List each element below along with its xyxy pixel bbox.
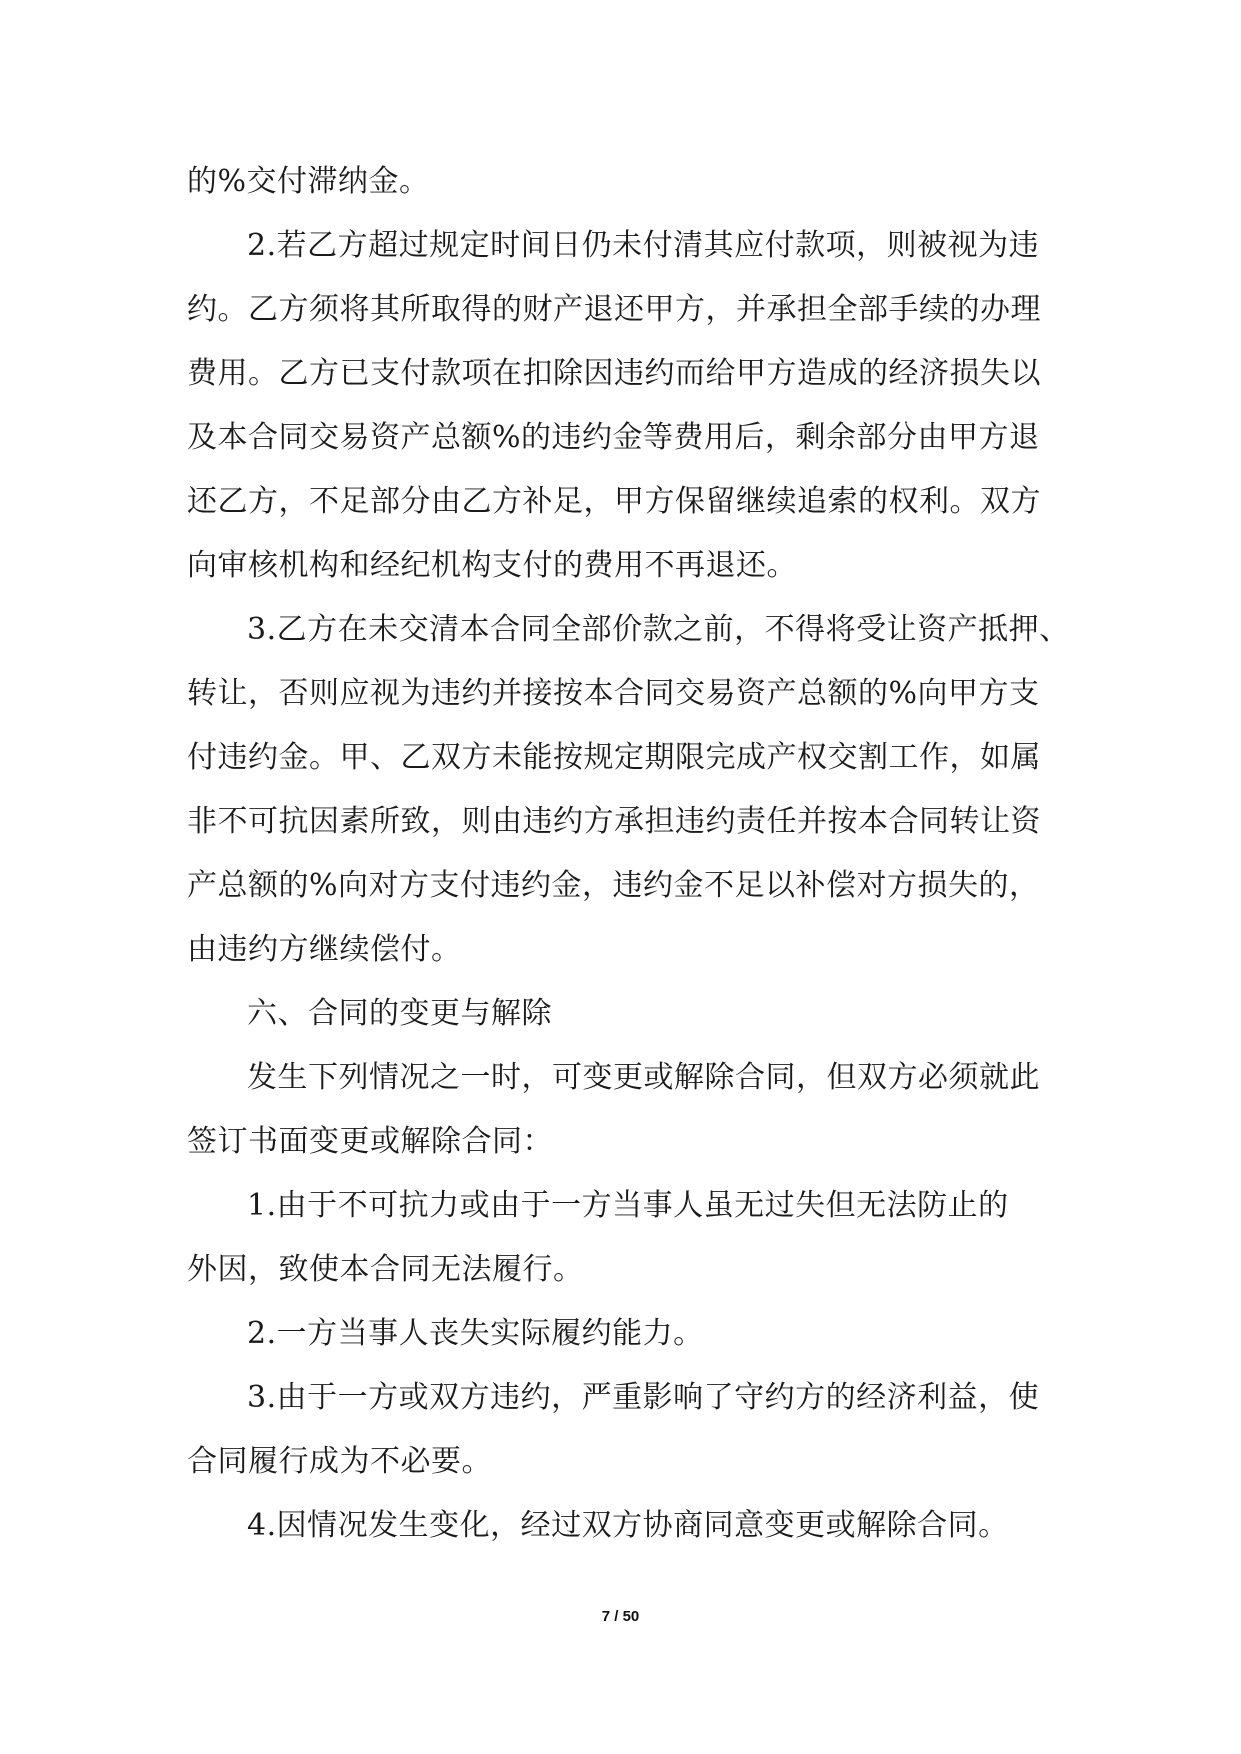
- text-line: 及本合同交易资产总额%的违约金等费用后，剩余部分由甲方退: [187, 420, 1040, 455]
- text-line: 合同履行成为不必要。: [187, 1444, 492, 1479]
- text-line: 外因，致使本合同无法履行。: [187, 1252, 584, 1287]
- text-line: 发生下列情况之一时，可变更或解除合同，但双方必须就此: [247, 1060, 1040, 1095]
- text-line: 还乙方，不足部分由乙方补足，甲方保留继续追索的权利。双方: [187, 484, 1041, 519]
- text-line: 的%交付滞纳金。: [187, 164, 430, 199]
- text-line: 2.一方当事人丧失实际履约能力。: [247, 1316, 704, 1351]
- text-line: 约。乙方须将其所取得的财产退还甲方，并承担全部手续的办理: [187, 292, 1041, 327]
- text-line: 转让，否则应视为违约并接按本合同交易资产总额的%向甲方支: [187, 676, 1040, 711]
- section-heading: 六、合同的变更与解除: [247, 996, 552, 1031]
- text-line: 非不可抗因素所致，则由违约方承担违约责任并按本合同转让资: [187, 804, 1041, 839]
- text-line: 2.若乙方超过规定时间日仍未付清其应付款项，则被视为违: [247, 228, 1040, 263]
- text-line: 产总额的%向对方支付违约金，违约金不足以补偿对方损失的，: [187, 868, 1040, 903]
- document-body: [187, 150, 1070, 1558]
- text-line: 付违约金。甲、乙双方未能按规定期限完成产权交割工作，如属: [187, 740, 1041, 775]
- text-line: 签订书面变更或解除合同：: [187, 1124, 553, 1159]
- text-line: 由违约方继续偿付。: [187, 932, 462, 967]
- text-line: 3.乙方在未交清本合同全部价款之前，不得将受让资产抵押、: [247, 612, 1070, 647]
- text-line: 1.由于不可抗力或由于一方当事人虽无过失但无法防止的: [247, 1188, 1009, 1223]
- text-line: 3.由于一方或双方违约，严重影响了守约方的经济利益，使: [247, 1380, 1040, 1415]
- text-line: 向审核机构和经纪机构支付的费用不再退还。: [187, 548, 797, 583]
- text-line: 费用。乙方已支付款项在扣除因违约而给甲方造成的经济损失以: [187, 356, 1041, 391]
- page-number: 7 / 50: [601, 1608, 640, 1625]
- text-line: 4.因情况发生变化，经过双方协商同意变更或解除合同。: [247, 1508, 1009, 1543]
